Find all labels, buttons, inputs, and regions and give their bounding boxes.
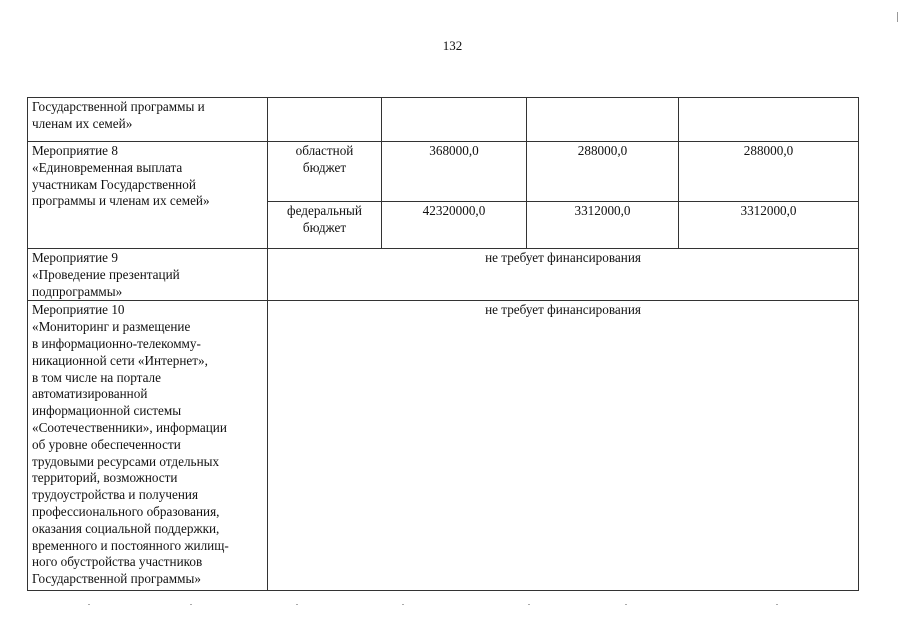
activity-name-line: профессионального образования, — [32, 503, 220, 519]
amount-cell: 3312000,0 — [527, 202, 679, 249]
table-row — [28, 142, 859, 202]
activity-name-line: временного и постоянного жилищ- — [32, 537, 229, 553]
activity-name-line: членам их семей» — [32, 115, 133, 131]
amount-cell: 42320000,0 — [382, 202, 527, 249]
activity-name-line: «Соотечественники», информации — [32, 419, 227, 435]
funding-source-line: бюджет — [302, 219, 347, 235]
scan-speck — [88, 604, 90, 605]
table-row — [28, 98, 859, 142]
activity-name-line: «Единовременная выплата — [32, 159, 183, 175]
activity-name-cell — [28, 249, 268, 301]
table-row — [28, 301, 859, 591]
amount-cell: 288000,0 — [527, 142, 679, 202]
funding-source-line: областной — [295, 143, 354, 158]
activity-name-line: автоматизированной — [32, 386, 148, 402]
scan-speck — [528, 604, 530, 605]
activity-name-line: «Мониторинг и размещение — [32, 319, 191, 335]
activity-name-cell — [28, 98, 268, 142]
funding-table — [27, 97, 859, 591]
table-row — [28, 249, 859, 301]
scan-speck — [190, 604, 192, 605]
scan-edge-mark — [897, 12, 898, 22]
activity-name-line: информационной системы — [32, 403, 182, 419]
value-cell — [679, 98, 859, 142]
activity-name-line: Мероприятие 8 — [32, 143, 118, 158]
scan-speck — [776, 604, 778, 605]
value-cell — [527, 98, 679, 142]
amount-cell: 3312000,0 — [679, 202, 859, 249]
no-funding-note: не требует финансирования — [268, 249, 859, 301]
activity-name-line: участникам Государственной — [32, 176, 196, 192]
activity-name-line: ного обустройства участников — [32, 554, 203, 570]
activity-name-line: программы и членам их семей» — [32, 193, 210, 209]
scan-speck — [296, 604, 298, 605]
scan-speck — [402, 604, 404, 605]
activity-name-line: Мероприятие 9 — [32, 250, 118, 265]
funding-source-cell — [268, 202, 382, 249]
funding-source-line: федеральный — [287, 203, 362, 218]
activity-name-line: Государственной программы и — [32, 99, 205, 114]
page-number: 132 — [442, 38, 463, 53]
funding-source-cell — [268, 142, 382, 202]
no-funding-note: не требует финансирования — [268, 301, 859, 591]
activity-name-line: территорий, возможности — [32, 470, 178, 486]
amount-cell: 288000,0 — [679, 142, 859, 202]
activity-name-line: оказания социальной поддержки, — [32, 520, 220, 536]
activity-name-line: в информационно-телекомму- — [32, 335, 201, 351]
funding-source-line: бюджет — [302, 159, 347, 175]
activity-name-line: в том числе на портале — [32, 369, 161, 385]
amount-cell: 368000,0 — [382, 142, 527, 202]
activity-name-line: никационной сети «Интернет», — [32, 352, 208, 368]
activity-name-cell — [28, 301, 268, 591]
activity-name-line: подпрограммы» — [32, 283, 123, 299]
activity-name-cell — [28, 142, 268, 249]
activity-name-line: Мероприятие 10 — [32, 302, 125, 318]
activity-name-line: трудоустройства и получения — [32, 487, 199, 503]
source-cell — [268, 98, 382, 142]
activity-name-line: «Проведение презентаций — [32, 266, 180, 282]
value-cell — [382, 98, 527, 142]
activity-name-line: трудовыми ресурсами отдельных — [32, 453, 220, 469]
scan-speck — [625, 604, 627, 605]
activity-name-line: Государственной программы» — [32, 571, 201, 587]
activity-name-line: об уровне обеспеченности — [32, 436, 181, 452]
